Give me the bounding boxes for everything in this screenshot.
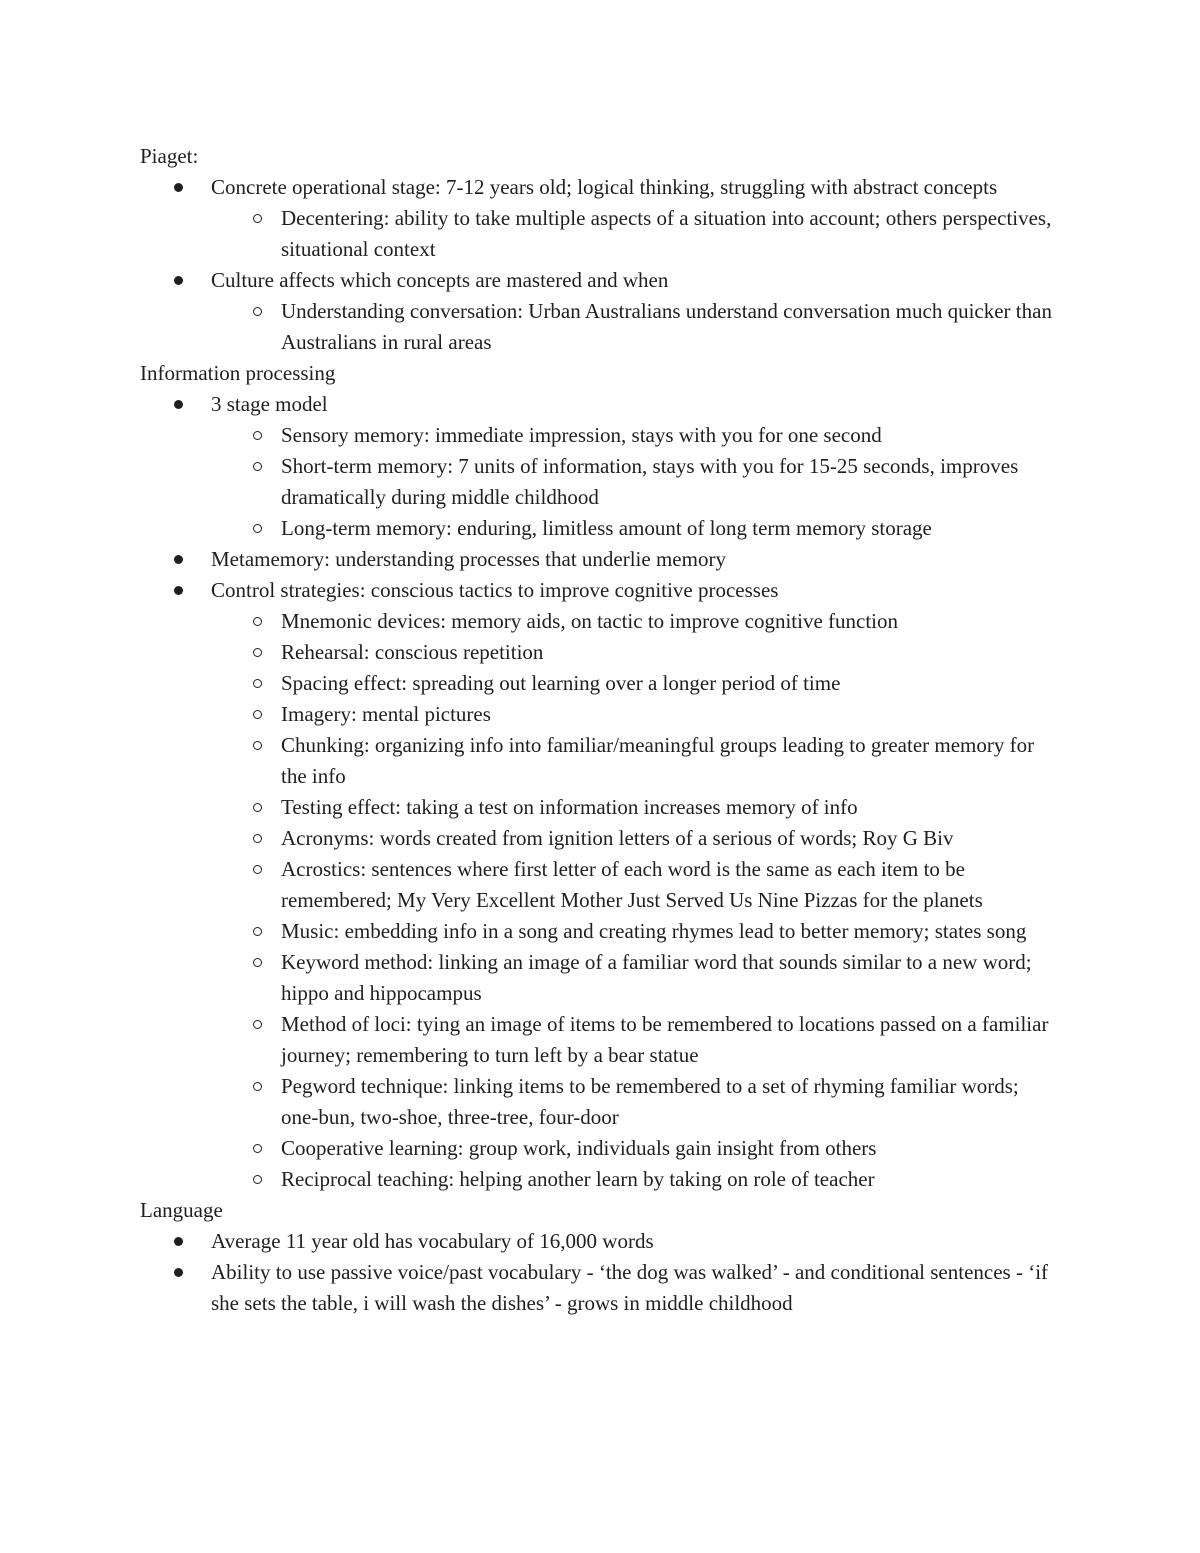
bullet-circle-icon <box>249 730 265 761</box>
sub-list-item-text: Sensory memory: immediate impression, stays with you for one second <box>281 423 882 447</box>
sub-list-item-text: Music: embedding info in a song and creating rhymes lead to better memory; states song <box>281 919 1027 943</box>
list-item <box>140 1257 1060 1319</box>
list-item-text: Control strategies: conscious tactics to improve cognitive processes <box>211 578 779 602</box>
bullet-dot-icon <box>170 1257 186 1288</box>
list-item-text: Metamemory: understanding processes that underlie memory <box>211 547 726 571</box>
bullet-dot-icon <box>170 1226 186 1257</box>
sub-list-item-text: Rehearsal: conscious repetition <box>281 640 544 664</box>
bullet-dot-icon <box>170 544 186 575</box>
sub-list-item-text: Cooperative learning: group work, individuals gain insight from others <box>281 1136 877 1160</box>
sub-list-item <box>140 668 1060 699</box>
bullet-circle-icon <box>249 513 265 544</box>
bullet-circle-icon <box>249 792 265 823</box>
bullet-circle-icon <box>249 699 265 730</box>
bullet-circle-icon <box>249 916 265 947</box>
bullet-circle-icon <box>249 296 265 327</box>
section-heading: Language <box>140 1198 223 1222</box>
sub-list-item-text: Imagery: mental pictures <box>281 702 491 726</box>
sub-list-item <box>140 792 1060 823</box>
sub-list-item <box>140 637 1060 668</box>
bullet-circle-icon <box>249 203 265 234</box>
list-item-text: Culture affects which concepts are mastered and when <box>211 268 669 292</box>
section-heading: Piaget: <box>140 144 199 168</box>
bullet-circle-icon <box>249 823 265 854</box>
list-item <box>140 172 1060 203</box>
sub-list-item-text: Long-term memory: enduring, limitless amount of long term memory storage <box>281 516 932 540</box>
sub-list-item-text: Reciprocal teaching: helping another learn by taking on role of teacher <box>281 1167 875 1191</box>
sub-list-item-text: Acronyms: words created from ignition letters of a serious of words; Roy G Biv <box>281 826 954 850</box>
bullet-dot-icon <box>170 575 186 606</box>
sub-list-item <box>140 730 1060 792</box>
bullet-circle-icon <box>249 420 265 451</box>
section-heading: Information processing <box>140 361 336 385</box>
sub-list-item <box>140 513 1060 544</box>
bullet-list <box>140 389 1060 1195</box>
list-item <box>140 544 1060 575</box>
sub-list-item <box>140 823 1060 854</box>
bullet-list <box>140 1226 1060 1319</box>
sub-list-item <box>140 1071 1060 1133</box>
bullet-circle-icon <box>249 637 265 668</box>
bullet-circle-icon <box>249 1009 265 1040</box>
list-item-text: 3 stage model <box>211 392 328 416</box>
sub-list-item-text: Acrostics: sentences where first letter of each word is the same as each item to be remembered; My Very Excellent Mother Just Served Us Nine Pizzas for the planets <box>281 857 983 912</box>
sub-list-item-text: Short-term memory: 7 units of information, stays with you for 15-25 seconds, improves dramatically during middle childhood <box>281 454 1019 509</box>
bullet-dot-icon <box>170 172 186 203</box>
bullet-circle-icon <box>249 854 265 885</box>
sub-list-item-text: Method of loci: tying an image of items to be remembered to locations passed on a familiar journey; remembering to turn left by a bear statue <box>281 1012 1049 1067</box>
sub-list-item-text: Testing effect: taking a test on information increases memory of info <box>281 795 858 819</box>
sub-list-item <box>140 420 1060 451</box>
bullet-list <box>140 172 1060 358</box>
bullet-circle-icon <box>249 947 265 978</box>
sub-list-item <box>140 606 1060 637</box>
sub-list-item-text: Keyword method: linking an image of a familiar word that sounds similar to a new word; hippo and hippocampus <box>281 950 1032 1005</box>
sub-list-item <box>140 296 1060 358</box>
sub-list-item <box>140 203 1060 265</box>
bullet-circle-icon <box>249 668 265 699</box>
sub-list-item-text: Understanding conversation: Urban Australians understand conversation much quicker than Australians in rural areas <box>281 299 1052 354</box>
sub-list-item <box>140 451 1060 513</box>
sub-list-item <box>140 699 1060 730</box>
bullet-circle-icon <box>249 1133 265 1164</box>
list-item <box>140 575 1060 606</box>
sub-list-item-text: Pegword technique: linking items to be remembered to a set of rhyming familiar words; one-bun, two-shoe, three-tree, four-door <box>281 1074 1019 1129</box>
sub-list-item <box>140 947 1060 1009</box>
list-item-text: Ability to use passive voice/past vocabulary - ‘the dog was walked’ - and conditional sentences - ‘if she sets the table, i will wash the dishes’ - grows in middle childhood <box>211 1260 1049 1315</box>
bullet-dot-icon <box>170 265 186 296</box>
sub-list-item-text: Decentering: ability to take multiple aspects of a situation into account; others perspectives, situational context <box>281 206 1052 261</box>
list-item-text: Average 11 year old has vocabulary of 16,000 words <box>211 1229 654 1253</box>
sub-list-item <box>140 854 1060 916</box>
list-item <box>140 389 1060 420</box>
sub-list-item <box>140 1133 1060 1164</box>
list-item <box>140 1226 1060 1257</box>
bullet-circle-icon <box>249 606 265 637</box>
sub-list-item <box>140 916 1060 947</box>
bullet-circle-icon <box>249 1071 265 1102</box>
sub-list-item-text: Chunking: organizing info into familiar/meaningful groups leading to greater memory for the info <box>281 733 1035 788</box>
list-item-text: Concrete operational stage: 7-12 years old; logical thinking, struggling with abstract concepts <box>211 175 998 199</box>
bullet-dot-icon <box>170 389 186 420</box>
bullet-circle-icon <box>249 451 265 482</box>
list-item <box>140 265 1060 296</box>
sub-list-item <box>140 1164 1060 1195</box>
document-body <box>140 141 1060 1319</box>
sub-list-item-text: Mnemonic devices: memory aids, on tactic to improve cognitive function <box>281 609 899 633</box>
sub-list-item <box>140 1009 1060 1071</box>
sub-list-item-text: Spacing effect: spreading out learning over a longer period of time <box>281 671 841 695</box>
bullet-circle-icon <box>249 1164 265 1195</box>
